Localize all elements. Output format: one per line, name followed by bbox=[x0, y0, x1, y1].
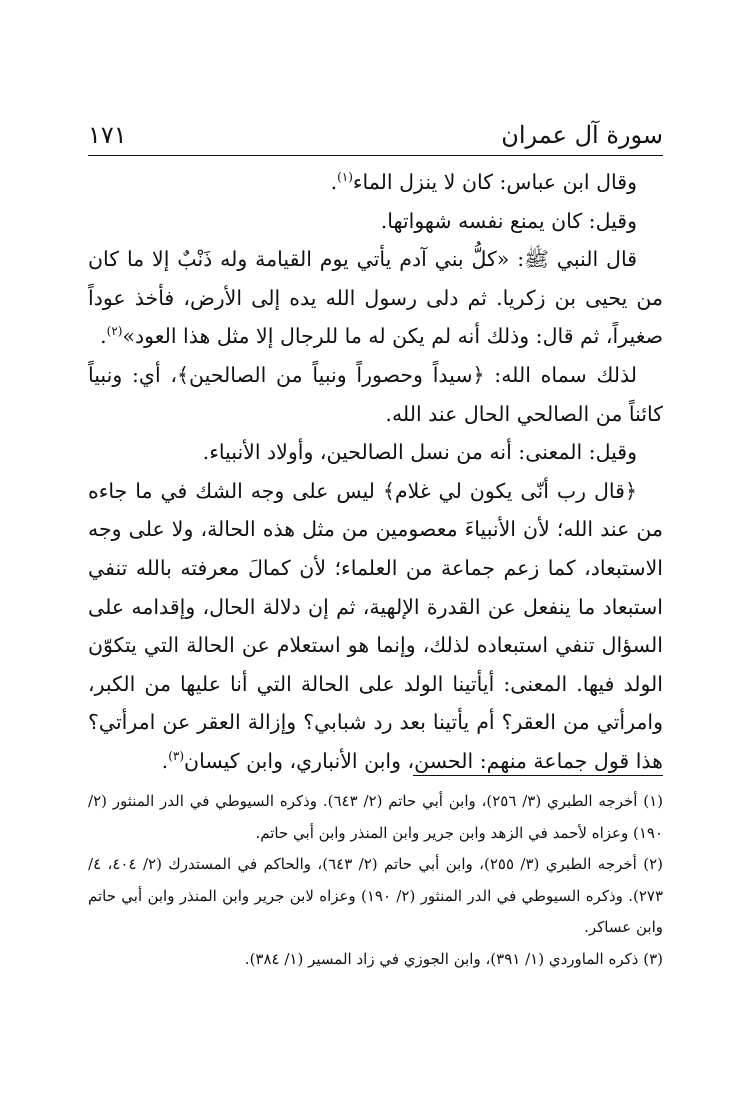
footnote-3: (٣) ذكره الماوردي (١/ ٣٩١)، وابن الجوزي في زاد المسير (١/ ٣٨٤). bbox=[244, 949, 663, 968]
footnote-2: (٢) أخرجه الطبري (٣/ ٢٥٥)، وابن أبي حاتم (٢/ ٦٤٣)، والحاكم في المستدرك (٢/ ٤٠٤، ٤/ ٢٧٣). وذكره السيوطي في الدر المنثور (٢/ ١٩٠) وعزاه لابن جرير وابن المنذر وابن أبي حاتم وابن عساكر. bbox=[88, 855, 663, 936]
footnotes bbox=[88, 786, 663, 975]
paragraph: وقيل: المعنى: أنه من نسل الصالحين، وأولاد الأنبياء. bbox=[202, 440, 637, 465]
footnote-ref: (١) bbox=[337, 170, 353, 185]
paragraph-end: . bbox=[161, 748, 169, 773]
paragraph-text: ﴿قال رب أنّى يكون لي غلام﴾ ليس على وجه الشك في ما جاءه من عند الله؛ لأن الأنبياءَ معصومين من مثل هذه الحالة، ولا على وجه الاستبعاد، كما زعم جماعة من العلماء؛ لأن كمالَ معرفته بالله تنفي استبعاد ما ينفعل عن القدرة الإلهية، ثم إن دلالة الحال، وإقدامه على السؤال تنفي استبعاده لذلك، وإنما هو استعلام عن الحالة التي يتكوّن الولد فيها. المعنى: أيأتينا الولد على الحالة التي أنا عليها من الكبر، وامرأتي من العقر؟ أم يأتينا بعد رد شبابي؟ وإزالة العقر عن امرأتي؟ هذا قول جماعة منهم: الحسن، وابن الأنباري، وابن كيسان bbox=[88, 478, 663, 773]
paragraph-end: . bbox=[100, 324, 107, 349]
footnote-divider bbox=[413, 775, 663, 776]
main-text bbox=[88, 163, 663, 781]
header-divider bbox=[88, 155, 663, 156]
surah-title: سورة آل عمران bbox=[501, 121, 663, 149]
paragraph: لذلك سماه الله: ﴿سيداً وحصوراً ونبياً من الصالحين﴾، أي: ونبياً كائناً من الصالحي الحال عند الله. bbox=[88, 362, 663, 426]
footnote-1: (١) أخرجه الطبري (٣/ ٢٥٦)، وابن أبي حاتم (٢/ ٦٤٣). وذكره السيوطي في الدر المنثور (٢/ ١٩٠) وعزاه لأحمد في الزهد وابن جرير وابن المنذر وابن أبي حاتم. bbox=[88, 792, 664, 842]
paragraph-end: . bbox=[330, 170, 338, 194]
paragraph bbox=[88, 472, 663, 781]
paragraph-text: وقال ابن عباس: كان لا ينزل الماء bbox=[352, 170, 637, 194]
paragraph bbox=[88, 240, 663, 356]
page-number: ١٧١ bbox=[88, 121, 127, 149]
paragraph: وقيل: كان يمنع نفسه شهواتها. bbox=[380, 208, 637, 233]
footnote-ref: (٣) bbox=[168, 749, 185, 764]
page-header bbox=[88, 118, 663, 154]
footnote-ref: (٢) bbox=[106, 324, 123, 339]
paragraph-text: قال النبي ﷺ: «كلُّ بني آدم يأتي يوم القيامة وله ذَنْبٌ إلا ما كان من يحيى بن زكريا. ثم دلى رسول الله يده إلى الأرض، فأخذ عوداً صغيراً، ثم قال: وذلك أنه لم يكن له ما للرجال إلا مثل هذا العود» bbox=[88, 247, 663, 349]
paragraph bbox=[88, 163, 663, 202]
